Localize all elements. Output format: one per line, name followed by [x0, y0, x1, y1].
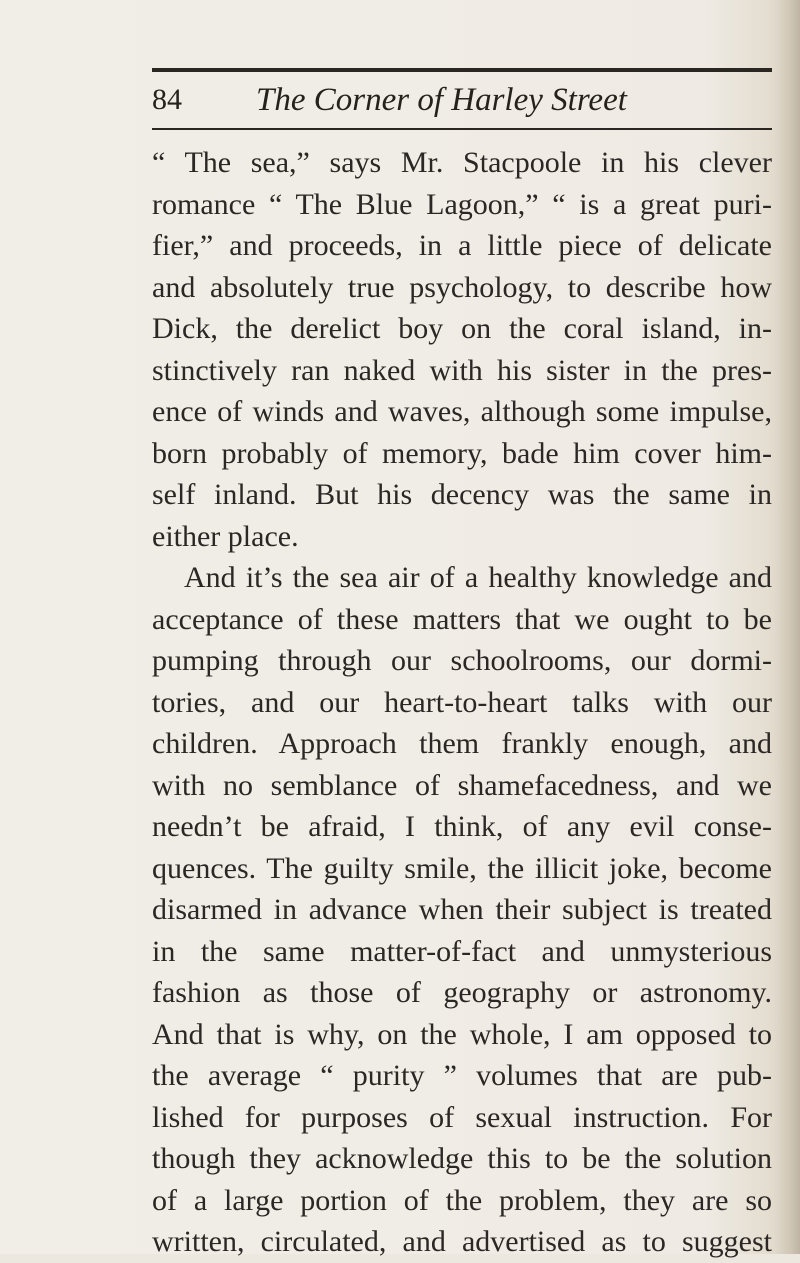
text-line: acceptance of these matters that we ought to be	[152, 602, 772, 636]
text-line: disarmed in advance when their subject is treated	[152, 893, 772, 926]
text-line: of a large portion of the problem, they are so	[152, 1183, 772, 1217]
header-top-rule	[152, 68, 772, 72]
text-line: needn’t be afraid, I think, of any evil conse-	[152, 810, 772, 843]
text-line: and absolutely true psychology, to describe how	[152, 270, 772, 304]
page-number: 84	[152, 83, 182, 116]
text-line: tories, and our heart-to-heart talks with our	[152, 685, 772, 719]
page-header	[152, 76, 772, 124]
text-line: though they acknowledge this to be the solution	[152, 1142, 772, 1175]
text-line: Dick, the derelict boy on the coral island, in-	[152, 312, 772, 345]
text-line: self inland. But his decency was the same in	[152, 478, 772, 511]
text-line: fier,” and proceeds, in a little piece of delicate	[152, 229, 772, 262]
running-title: The Corner of Harley Street	[256, 82, 627, 118]
text-line: “ The sea,” says Mr. Stacpoole in his clever	[152, 146, 772, 179]
text-line: And it’s the sea air of a healthy knowledge and	[184, 561, 772, 594]
text-line: fashion as those of geography or astronomy.	[152, 976, 772, 1009]
text-line: either place.	[152, 519, 299, 553]
text-line: stinctively ran naked with his sister in the pres-	[152, 353, 772, 387]
text-line: with no semblance of shamefacedness, and we	[152, 768, 772, 802]
page-edge-shadow	[774, 0, 800, 1254]
text-line: children. Approach them frankly enough, and	[152, 727, 772, 760]
text-line: pumping through our schoolrooms, our dormi-	[152, 644, 772, 677]
header-bottom-rule	[152, 128, 772, 130]
text-line: quences. The guilty smile, the illicit joke, become	[152, 851, 772, 885]
body-text	[152, 142, 772, 1263]
text-line: lished for purposes of sexual instruction. For	[152, 1100, 772, 1134]
text-line: written, circulated, and advertised as to suggest	[152, 1225, 772, 1258]
text-line: And that is why, on the whole, I am opposed to	[152, 1017, 772, 1051]
text-line: in the same matter-of-fact and unmysterious	[152, 934, 772, 968]
text-line: ence of winds and waves, although some impulse,	[152, 395, 772, 428]
text-line: the average “ purity ” volumes that are pub-	[152, 1059, 772, 1092]
text-line: romance “ The Blue Lagoon,” “ is a great puri-	[152, 187, 772, 221]
text-line: born probably of memory, bade him cover him-	[152, 436, 772, 470]
